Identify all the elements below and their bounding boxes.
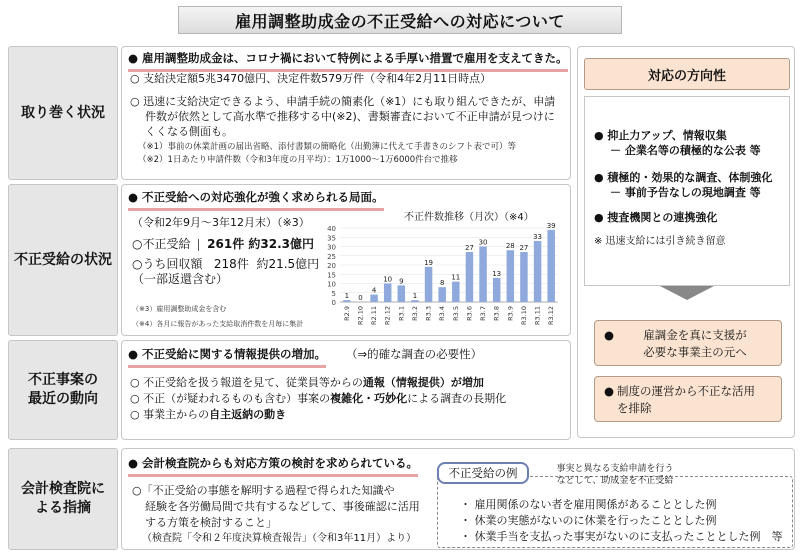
bar-R3.4 bbox=[438, 287, 445, 302]
x-tick-label: R2.12 bbox=[383, 306, 392, 325]
y-tick-label: 35 bbox=[327, 234, 336, 243]
response-direction-title: 対応の方向性 bbox=[584, 58, 790, 90]
section4-quote-line2: 経験を各労働局間で共有するなどして、事後確認に活用 bbox=[145, 500, 420, 513]
x-tick-label: R2.11 bbox=[370, 306, 379, 325]
direction-item-2-sub: － 事前予告なしの現地調査 等 bbox=[610, 186, 761, 199]
fraud-label: ○不正受給 bbox=[132, 237, 191, 251]
bar-value-label: 27 bbox=[519, 244, 529, 253]
bar-value-label: 39 bbox=[546, 221, 556, 230]
fraud-count-bar-chart bbox=[318, 220, 568, 334]
x-tick-label: R3.8 bbox=[492, 306, 501, 321]
goal-line: 必要な事業主の元へ bbox=[643, 344, 747, 359]
x-tick-label: R3.2 bbox=[410, 306, 419, 321]
y-tick-label: 15 bbox=[327, 271, 336, 280]
section2-note3: （※3）雇用調整助成金を含む bbox=[132, 305, 227, 313]
bar-R3.7 bbox=[479, 247, 486, 303]
goal-line: 雇調金を真に支援が bbox=[643, 328, 747, 342]
bar-value-label: 4 bbox=[371, 286, 377, 295]
bar-R3.10 bbox=[520, 252, 527, 302]
direction-item-1: ● 抑止力アップ、情報収集 bbox=[594, 129, 727, 142]
section1-bullet2-line2: 件数が依然として高水準で推移する中(※2)、書類審査において不正申請が見つけに bbox=[145, 110, 555, 123]
bar-R3.5 bbox=[452, 282, 459, 302]
bar-R2.11 bbox=[370, 295, 377, 302]
bar-value-label: 33 bbox=[533, 232, 543, 241]
section4-quote-line1: ○「不正受給の事態を解明する過程で得られた知識や bbox=[132, 484, 395, 497]
page-title: 雇用調整助成金の不正受給への対応について bbox=[178, 6, 622, 34]
bar-value-label: 11 bbox=[451, 273, 461, 282]
bullet-dot-icon: ● bbox=[604, 384, 615, 398]
section3-bullet1 bbox=[130, 375, 484, 391]
y-tick-label: 40 bbox=[327, 225, 336, 233]
bar-R2.9 bbox=[343, 300, 350, 302]
bullet-text: ○ 事業主からの bbox=[130, 408, 210, 421]
fraud-example-callout bbox=[540, 463, 690, 487]
bar-R3.2 bbox=[411, 300, 418, 302]
bar-value-label: 10 bbox=[383, 275, 393, 284]
bar-R3.9 bbox=[507, 250, 514, 302]
x-tick-label: R3.4 bbox=[438, 306, 447, 321]
y-tick-label: 25 bbox=[327, 252, 336, 261]
bar-value-label: 30 bbox=[478, 238, 488, 247]
goal-box-exclude-fraud bbox=[594, 376, 782, 422]
section2-heading: ● 不正受給への対応強化が強く求められる局面。 bbox=[128, 189, 384, 211]
section1-bullet2-line1: ○ 迅速に支給決定できるよう、申請手続の簡素化（※1）にも取り組んできたが、申請 bbox=[130, 95, 556, 108]
section4-quote-line3: する方策を検討すること」 bbox=[145, 516, 277, 529]
section1-note2: （※2）1日あたり申請件数（令和3年度の月平均）：1万1000～1万6000件台で推移 bbox=[138, 155, 458, 165]
section1-note1: （※1）事前の休業計画の届出省略、添付書類の簡略化（出勤簿に代えて手書きのシフト表で可）等 bbox=[138, 142, 517, 152]
row-label-text: 最近の動向 bbox=[28, 391, 98, 407]
section1-heading: ● 雇用調整助成金は、コロナ禍において特例による手厚い措置で雇用を支えてきた。 bbox=[128, 50, 568, 72]
bullet-text: ○ 不正（が疑われるものも含む）事案の bbox=[130, 392, 331, 405]
bar-R3.8 bbox=[493, 278, 500, 302]
down-arrow-icon bbox=[660, 286, 714, 300]
x-tick-label: R3.3 bbox=[424, 306, 433, 321]
x-tick-label: R3.7 bbox=[479, 306, 488, 321]
row-label-situation bbox=[8, 46, 118, 180]
x-tick-label: R2.9 bbox=[342, 306, 351, 321]
section1-bullet1: ○ 支給決定額5兆3470億円、決定件数579万件（令和4年2月11日時点） bbox=[130, 72, 492, 85]
direction-item-1-sub: － 企業名等の積極的な公表 等 bbox=[610, 144, 761, 157]
section3-heading: ● 不正受給に関する情報提供の増加。 bbox=[128, 346, 326, 368]
x-tick-label: R3.9 bbox=[506, 306, 515, 321]
goal-box-support bbox=[594, 320, 782, 366]
row-label-text: 不正受給の状況 bbox=[14, 251, 112, 268]
direction-item-3: ● 捜査機関との連携強化 bbox=[594, 211, 718, 224]
section4-heading: ● 会計検査院からも対応方策の検討を求められている。 bbox=[128, 455, 418, 477]
bullet-text: ○ 不正受給を扱う報道を見て、従業員等からの bbox=[130, 376, 363, 389]
y-tick-label: 5 bbox=[331, 289, 336, 298]
bar-R2.12 bbox=[384, 284, 391, 303]
y-tick-label: 30 bbox=[327, 243, 336, 252]
section3-bullet3 bbox=[130, 407, 286, 423]
row-label-text: 取り巻く状況 bbox=[21, 104, 105, 121]
fraud-example-3: ・ 休業手当を支払った事実がないのに支払ったこととした例 等 bbox=[460, 530, 783, 543]
y-tick-label: 10 bbox=[327, 280, 336, 289]
y-tick-label: 0 bbox=[331, 299, 336, 307]
goal-line: を排除 bbox=[617, 400, 652, 415]
bar-value-label: 1 bbox=[344, 292, 350, 301]
section3-heading-note: （⇒的確な調査の必要性） bbox=[346, 347, 483, 361]
row-label-recent-trends bbox=[8, 340, 118, 440]
bullet-emphasis: 複雑化・巧妙化 bbox=[330, 392, 408, 405]
bar-R3.11 bbox=[534, 241, 541, 302]
y-tick-label: 20 bbox=[327, 262, 336, 270]
x-tick-label: R3.11 bbox=[533, 306, 542, 325]
section2-fraud-line bbox=[132, 236, 314, 253]
bar-value-label: 8 bbox=[439, 279, 445, 288]
section2-recovered-line: ○うち回収額 218件 約21.5億円 bbox=[132, 257, 320, 271]
direction-note: ※ 迅速支給には引き続き留意 bbox=[594, 236, 726, 247]
bar-R3.12 bbox=[547, 230, 554, 302]
bar-value-label: 19 bbox=[424, 258, 434, 267]
row-label-audit-board bbox=[8, 448, 118, 550]
section2-note4: （※4）各月に報告があった支給取消件数を月毎に集計 bbox=[132, 320, 304, 328]
bar-value-label: 13 bbox=[492, 269, 502, 278]
x-tick-label: R2.10 bbox=[356, 306, 365, 325]
fraud-example-tag: 不正受給の例 bbox=[437, 462, 529, 484]
bar-R3.1 bbox=[398, 285, 405, 302]
bar-value-label: 9 bbox=[399, 277, 404, 286]
row-label-text: 会計検査院に bbox=[21, 481, 105, 498]
bar-R3.6 bbox=[466, 252, 473, 302]
section3-bullet2 bbox=[130, 391, 506, 407]
callout-line: などして、助成金を不正受給 bbox=[556, 476, 674, 487]
x-tick-label: R3.1 bbox=[397, 306, 406, 321]
bar-value-label: 0 bbox=[358, 294, 363, 302]
section4-source: （検査院「令和２年度決算検査報告」（令和3年11月）より） bbox=[142, 533, 417, 544]
row-label-text: 不正事案の bbox=[28, 372, 98, 389]
x-tick-label: R3.6 bbox=[465, 306, 474, 321]
fraud-example-1: ・ 雇用関係のない者を雇用関係があることとした例 bbox=[460, 498, 717, 511]
chart-title: 不正件数推移（月次）（※4） bbox=[404, 212, 534, 223]
bullet-dot-icon: ● bbox=[604, 328, 615, 342]
section2-period: （令和2年9月～3年12月末）（※3） bbox=[132, 216, 310, 229]
fraud-total: 261件 約32.3億円 bbox=[207, 237, 314, 251]
bar-value-label: 28 bbox=[505, 242, 515, 251]
bullet-emphasis: 通報（情報提供）が増加 bbox=[362, 376, 484, 389]
goal-line: 制度の運営から不正な活用 bbox=[617, 384, 755, 398]
fraud-divider bbox=[198, 239, 199, 251]
bar-R3.3 bbox=[425, 267, 432, 302]
row-label-text: よる指摘 bbox=[35, 500, 91, 516]
x-tick-label: R3.5 bbox=[451, 306, 460, 321]
bar-value-label: 1 bbox=[412, 292, 418, 301]
row-label-fraud-status bbox=[8, 184, 118, 336]
bar-value-label: 27 bbox=[464, 244, 474, 253]
x-tick-label: R3.12 bbox=[547, 306, 556, 325]
bullet-text: による調査の長期化 bbox=[407, 392, 507, 405]
fraud-example-2: ・ 休業の実態がないのに休業を行ったこととした例 bbox=[460, 514, 717, 527]
section1-bullet2-line3: くくなる側面も。 bbox=[145, 125, 233, 138]
x-tick-label: R3.10 bbox=[519, 306, 528, 325]
bullet-emphasis: 自主返納の動き bbox=[209, 408, 287, 421]
direction-item-2: ● 積極的・効果的な調査、体制強化 bbox=[594, 171, 773, 184]
callout-line: 事実と異なる支給申請を行う bbox=[556, 464, 674, 474]
section2-recovered-note: （一部返還含む） bbox=[132, 272, 229, 286]
